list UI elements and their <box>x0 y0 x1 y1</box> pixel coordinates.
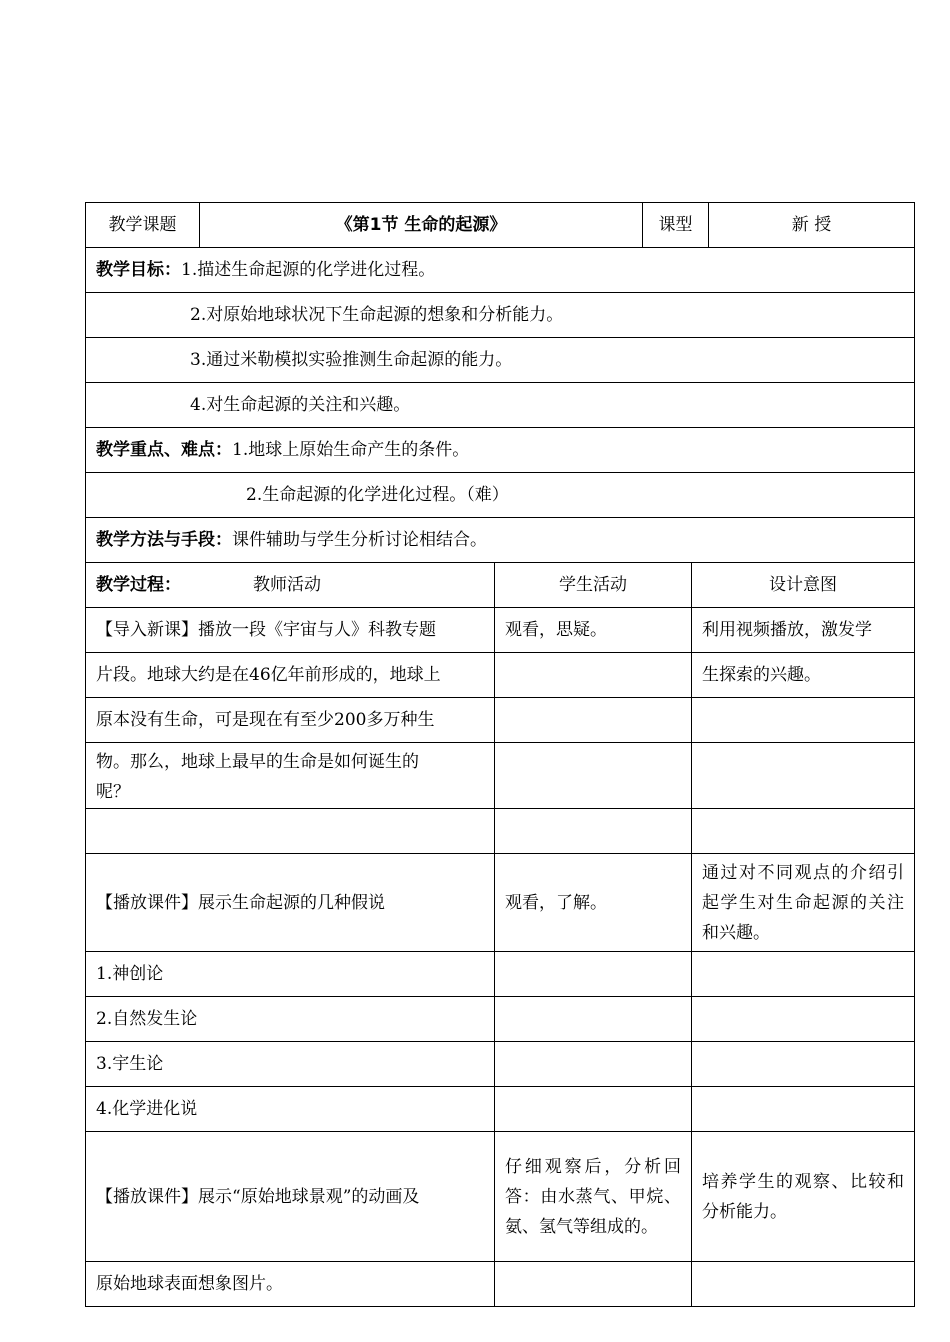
lesson-plan-table <box>85 202 915 1307</box>
objective-item: 1.描述生命起源的化学进化过程。 <box>181 260 436 280</box>
table-row <box>86 608 915 653</box>
student-activity-header: 学生活动 <box>495 563 692 608</box>
teacher-cell: 【播放课件】展示“原始地球景观”的动画及 <box>86 1132 495 1262</box>
methods-row <box>86 518 915 563</box>
student-cell <box>495 1262 692 1307</box>
table-row <box>86 809 915 854</box>
table-row <box>86 698 915 743</box>
type-value: 新 授 <box>709 203 915 248</box>
student-cell: 观看，了解。 <box>495 854 692 952</box>
objective-item: 4.对生命起源的关注和兴趣。 <box>86 383 915 428</box>
student-cell <box>495 698 692 743</box>
type-label: 课型 <box>643 203 709 248</box>
student-cell: 仔细观察后，分析回答：由水蒸气、甲烷、氨、氢气等组成的。 <box>495 1132 692 1262</box>
objective-row <box>86 293 915 338</box>
teacher-cell: 物。那么，地球上最早的生命是如何诞生的 呢？ <box>86 743 495 809</box>
objective-item: 2.对原始地球状况下生命起源的想象和分析能力。 <box>86 293 915 338</box>
table-row <box>86 952 915 997</box>
teacher-cell: 片段。地球大约是在46亿年前形成的，地球上 <box>86 653 495 698</box>
objectives-label: 教学目标： <box>96 260 181 280</box>
student-cell <box>495 952 692 997</box>
student-cell: 观看，思疑。 <box>495 608 692 653</box>
header-row <box>86 203 915 248</box>
teacher-activity-header: 教师活动 <box>253 575 321 595</box>
objective-row <box>86 248 915 293</box>
student-cell <box>495 1042 692 1087</box>
keypoint-row <box>86 473 915 518</box>
teacher-cell: 【导入新课】播放一段《宇宙与人》科教专题 <box>86 608 495 653</box>
keypoint-item: 1.地球上原始生命产生的条件。 <box>232 440 470 460</box>
design-cell <box>692 1042 915 1087</box>
student-cell <box>495 743 692 809</box>
design-cell <box>692 743 915 809</box>
process-label: 教学过程： <box>96 575 181 595</box>
student-cell <box>495 809 692 854</box>
teacher-cell <box>86 809 495 854</box>
table-row <box>86 1132 915 1262</box>
student-cell <box>495 653 692 698</box>
design-cell <box>692 997 915 1042</box>
lesson-title: 《第1节 生命的起源》 <box>200 203 643 248</box>
teacher-cell: 4.化学进化说 <box>86 1087 495 1132</box>
objective-row <box>86 383 915 428</box>
design-cell <box>692 1262 915 1307</box>
design-cell: 通过对不同观点的介绍引起学生对生命起源的关注和兴趣。 <box>692 854 915 952</box>
teacher-cell: 2.自然发生论 <box>86 997 495 1042</box>
table-row <box>86 854 915 952</box>
table-row <box>86 1042 915 1087</box>
keypoint-item: 2.生命起源的化学进化过程。（难） <box>86 473 915 518</box>
design-cell <box>692 698 915 743</box>
keypoints-label: 教学重点、难点： <box>96 440 232 460</box>
table-row <box>86 1262 915 1307</box>
design-cell: 生探索的兴趣。 <box>692 653 915 698</box>
design-cell: 培养学生的观察、比较和分析能力。 <box>692 1132 915 1262</box>
table-row <box>86 997 915 1042</box>
methods-text: 课件辅助与学生分析讨论相结合。 <box>232 530 487 550</box>
teacher-cell: 原本没有生命，可是现在有至少200多万种生 <box>86 698 495 743</box>
student-cell <box>495 997 692 1042</box>
table-row <box>86 653 915 698</box>
teacher-cell: 原始地球表面想象图片。 <box>86 1262 495 1307</box>
design-cell: 利用视频播放，激发学 <box>692 608 915 653</box>
process-header-row <box>86 563 915 608</box>
keypoint-row <box>86 428 915 473</box>
table-row <box>86 743 915 809</box>
teacher-cell: 3.宇生论 <box>86 1042 495 1087</box>
objective-item: 3.通过米勒模拟实验推测生命起源的能力。 <box>86 338 915 383</box>
design-cell <box>692 952 915 997</box>
topic-label: 教学课题 <box>86 203 200 248</box>
teacher-cell: 【播放课件】展示生命起源的几种假说 <box>86 854 495 952</box>
design-cell <box>692 1087 915 1132</box>
student-cell <box>495 1087 692 1132</box>
table-row <box>86 1087 915 1132</box>
design-intent-header: 设计意图 <box>692 563 915 608</box>
design-cell <box>692 809 915 854</box>
methods-label: 教学方法与手段： <box>96 530 232 550</box>
teacher-cell: 1.神创论 <box>86 952 495 997</box>
objective-row <box>86 338 915 383</box>
